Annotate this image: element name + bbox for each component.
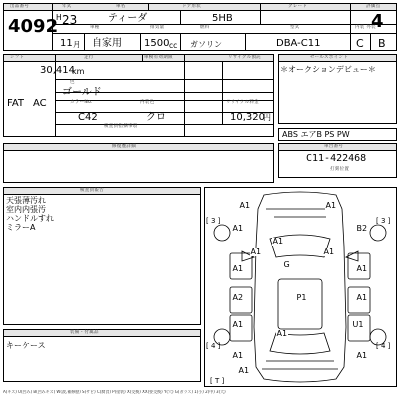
- label-color: 色: [70, 80, 75, 85]
- label-recycle-head: リサイクル預託: [228, 55, 261, 60]
- wheel-front-left: [214, 225, 230, 241]
- mark-tail-left: A1: [232, 351, 244, 360]
- label-int-ext: 内装 外装: [355, 25, 376, 30]
- mark-bottom: A1: [238, 366, 250, 375]
- car-body-outline: [254, 192, 346, 382]
- legend-footer: A(キズ) U(凹み) B(凹みキズ) W(波,補修歴) S(サビ) C(腐食) P(塗装) X(交換) XX(要交換) Y(穴) G(ガラス) 1(小) 2(中) 3(大): [3, 390, 226, 394]
- label-sales-point: セールスポイント: [310, 55, 348, 60]
- inspector-note-2: 室内内張汚: [6, 205, 46, 214]
- label-use: 車種: [90, 25, 100, 30]
- side-number-3-right: [ 3 ]: [376, 217, 391, 225]
- mark-rear-right: U1: [352, 320, 364, 329]
- roof: [278, 279, 322, 329]
- mark-rear: A1: [276, 329, 288, 338]
- recycle-unit: 円: [263, 113, 271, 122]
- label-grade: グレード: [288, 4, 308, 9]
- label-inspection: 車検有効期限: [144, 55, 173, 60]
- model-code: DBA-C11: [276, 38, 321, 49]
- mark-bumper-right: A1: [323, 247, 335, 256]
- label-color-code: カラーNo.: [70, 100, 93, 105]
- mark-mid-left: A1: [232, 264, 244, 273]
- side-number-4-right: [ 4 ]: [376, 342, 391, 350]
- month-unit: 月: [73, 40, 81, 49]
- label-doors: ドア形状: [182, 4, 202, 9]
- accessories-bar: [4, 330, 200, 337]
- mileage-value: 30,414: [40, 65, 75, 76]
- seat-color: クロ: [146, 112, 166, 123]
- score-value: 4: [371, 11, 384, 32]
- label-seats: 内装色: [140, 100, 155, 105]
- mark-tail-right: A1: [356, 351, 368, 360]
- mark-roof: P1: [296, 293, 307, 302]
- fuel-type: ガソリン: [190, 40, 222, 49]
- label-model: 型式: [290, 25, 300, 30]
- sales-point-text: ＊オークションデビュー＊: [280, 65, 376, 74]
- label-inspector-notes: 検査員報告: [80, 188, 104, 193]
- mark-bumper-left: A1: [250, 247, 262, 256]
- side-mark-t: [ T ]: [210, 377, 225, 385]
- mark-grille: G: [283, 260, 290, 269]
- label-chassis-position: 打刻位置: [330, 167, 350, 172]
- mileage-unit: km: [72, 67, 85, 76]
- label-cc: 排気量: [150, 25, 165, 30]
- year-era: H: [56, 13, 62, 22]
- equipment-text: ABS エアB PS PW: [282, 130, 350, 139]
- label-inspection-text: 検査員指摘事項: [104, 124, 138, 129]
- label-shift: シフト: [10, 55, 25, 60]
- chassis-number: C11-422468: [306, 153, 367, 164]
- color-value: ゴールド: [62, 87, 102, 98]
- label-lot: 出品番号: [10, 4, 30, 9]
- mark-mid-left-2: A2: [232, 293, 244, 302]
- exterior-grade: B: [378, 37, 386, 50]
- wheel-front-right: [370, 225, 386, 241]
- inspector-note-4: ミラーA: [6, 223, 36, 232]
- shift-type: FAT: [7, 98, 25, 109]
- label-score: 評価点: [366, 4, 381, 9]
- recycle-fee: 10,320: [230, 112, 265, 123]
- label-accessories: 装備・付属品: [70, 330, 99, 335]
- use-type: 自家用: [92, 38, 122, 49]
- inspector-note-3: ハンドルすれ: [6, 214, 54, 223]
- label-year: 年式: [62, 4, 72, 9]
- label-repair-history: 修復歴詳細: [112, 144, 136, 149]
- label-mileage: 走行: [84, 55, 94, 60]
- door-type: 5HB: [212, 13, 233, 24]
- color-code: C42: [78, 112, 98, 123]
- ac-type: AC: [33, 98, 47, 109]
- repair-history-bar: [4, 144, 273, 151]
- mark-mid-right: A1: [356, 264, 368, 273]
- mark-front: A1: [272, 237, 284, 246]
- label-recycle: リサイクル料金: [226, 100, 259, 105]
- mark-front-right: B2: [356, 224, 368, 233]
- lot-number: 4092: [8, 16, 59, 37]
- interior-grade: C: [356, 37, 364, 50]
- label-chassis: 車台番号: [324, 144, 344, 149]
- accessories-text: キーケース: [6, 341, 46, 350]
- side-number-3-left: [ 3 ]: [206, 217, 221, 225]
- mark-top-right: A1: [325, 201, 337, 210]
- mark-top-left: A1: [239, 201, 251, 210]
- inspector-note-1: 天張薄汚れ: [6, 196, 46, 205]
- displacement-value: 1500: [144, 38, 170, 49]
- mark-rear-left: A1: [232, 320, 244, 329]
- side-number-4-left: [ 4 ]: [206, 342, 221, 350]
- mark-front-left: A1: [232, 224, 244, 233]
- mark-mid-right-2: A1: [356, 293, 368, 302]
- month-value: 11: [60, 38, 73, 49]
- year-value: 23: [62, 13, 78, 27]
- label-fuel: 燃料: [200, 25, 210, 30]
- displacement-unit: cc: [169, 41, 178, 50]
- label-name: 車名: [116, 4, 126, 9]
- car-name: ティーダ: [108, 13, 148, 24]
